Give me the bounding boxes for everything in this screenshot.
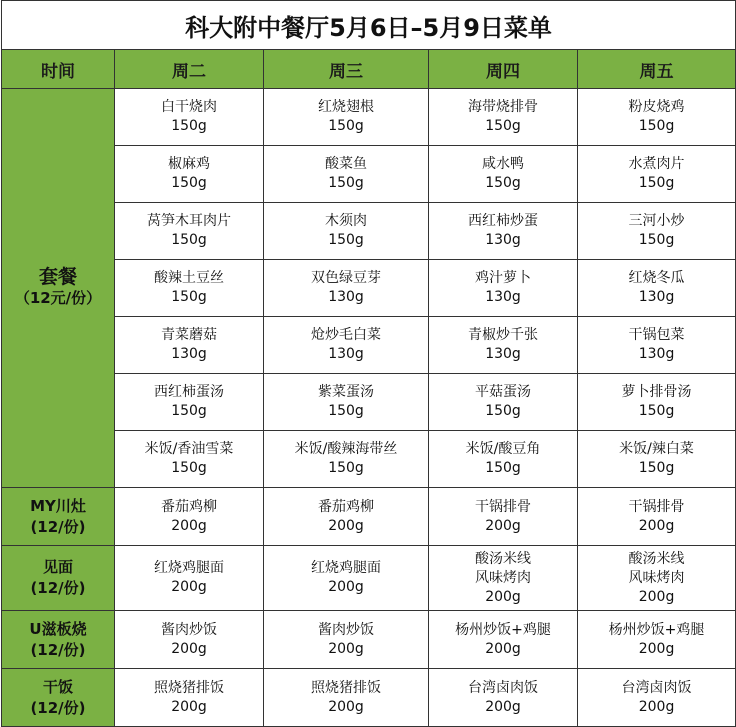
dish-name: 台湾卤肉饭	[621, 679, 692, 696]
dish-weight: 200g	[328, 698, 364, 715]
category-my-chuanzao	[2, 488, 115, 546]
dish-name: 萝卜排骨汤	[621, 384, 692, 400]
dish-name: 水煮肉片	[628, 156, 685, 172]
dish-weight: 200g	[638, 517, 675, 534]
menu-cell	[264, 374, 429, 431]
dish-name: 干锅排骨	[628, 498, 685, 515]
dish-name: 莴笋木耳肉片	[147, 213, 231, 229]
dish-weight: 150g	[171, 232, 207, 248]
category-name: 见面	[42, 558, 73, 576]
dish-name: 番茄鸡柳	[161, 498, 217, 515]
menu-cell	[264, 260, 429, 317]
dish-name: 台湾卤肉饭	[468, 679, 538, 696]
menu-cell	[429, 89, 578, 146]
menu-cell	[115, 669, 264, 727]
dish-name: 干锅排骨	[475, 498, 531, 515]
header-friday: 周五	[578, 50, 736, 89]
dish-weight: 200g	[328, 579, 364, 595]
dish-weight: 200g	[485, 698, 521, 715]
dish-weight: 150g	[328, 118, 364, 134]
dish-name: 西红柿蛋汤	[154, 384, 224, 400]
dish-weight: 200g	[171, 517, 207, 534]
menu-table	[1, 0, 736, 727]
dish-weight: 150g	[171, 175, 207, 191]
dish-name: 干锅包菜	[628, 327, 685, 343]
category-noodles	[2, 546, 115, 611]
menu-cell	[578, 431, 736, 488]
dish-weight: 130g	[485, 289, 521, 305]
category-set-meal	[2, 89, 115, 488]
dish-weight: 150g	[171, 118, 207, 134]
dish-weight: 150g	[485, 175, 521, 191]
menu-cell	[115, 611, 264, 669]
dish-weight: 200g	[638, 698, 675, 715]
category-u-zibanshao	[2, 611, 115, 669]
dish-name: 米饭/酸豆角	[465, 441, 541, 457]
category-name: MY川灶	[30, 496, 86, 515]
menu-cell	[264, 488, 429, 546]
dish-name-2: 风味烤肉	[475, 569, 531, 586]
dish-name: 红烧冬瓜	[628, 270, 685, 286]
dish-name: 青椒炒千张	[468, 327, 538, 343]
dish-weight: 130g	[638, 289, 675, 305]
dish-name: 白干烧肉	[161, 99, 217, 115]
dish-weight: 150g	[638, 403, 675, 419]
dish-weight: 130g	[485, 232, 521, 248]
header-time: 时间	[2, 50, 115, 89]
dish-weight: 130g	[328, 289, 364, 305]
header-wednesday: 周三	[264, 50, 429, 89]
dish-weight: 150g	[328, 403, 364, 419]
menu-cell	[115, 488, 264, 546]
dish-weight: 150g	[171, 460, 207, 476]
dish-name: 米饭/酸辣海带丝	[294, 441, 398, 457]
dish-weight: 150g	[485, 118, 521, 134]
menu-cell	[578, 146, 736, 203]
menu-cell	[115, 546, 264, 611]
dish-name: 酱肉炒饭	[161, 621, 217, 638]
menu-cell	[578, 203, 736, 260]
dish-name: 照烧猪排饭	[311, 679, 381, 696]
menu-cell	[429, 669, 578, 727]
menu-cell	[429, 374, 578, 431]
dish-name: 咸水鸭	[482, 156, 524, 172]
category-price: (12/份)	[30, 579, 86, 597]
dish-weight: 200g	[171, 579, 207, 595]
dish-weight: 200g	[485, 588, 521, 605]
dish-name: 紫菜蛋汤	[318, 384, 374, 400]
dish-weight: 150g	[171, 289, 207, 305]
dish-weight: 200g	[328, 640, 364, 657]
dish-weight: 130g	[171, 346, 207, 362]
dish-weight: 200g	[171, 698, 207, 715]
menu-cell	[429, 203, 578, 260]
dish-name: 红烧鸡腿面	[311, 560, 381, 576]
dish-name: 三河小炒	[628, 213, 685, 229]
category-name: 干饭	[42, 677, 73, 696]
dish-name: 酸菜鱼	[325, 156, 367, 172]
dish-name: 酸辣土豆丝	[154, 270, 224, 286]
dish-weight: 200g	[485, 640, 521, 657]
header-tuesday: 周二	[115, 50, 264, 89]
menu-cell	[264, 546, 429, 611]
menu-cell	[264, 317, 429, 374]
menu-cell	[264, 203, 429, 260]
menu-cell	[578, 611, 736, 669]
menu-cell	[578, 260, 736, 317]
menu-cell	[578, 669, 736, 727]
menu-cell	[115, 260, 264, 317]
dish-name: 米饭/香油雪菜	[144, 441, 234, 457]
menu-cell	[429, 611, 578, 669]
menu-cell	[115, 203, 264, 260]
menu-title: 科大附中餐厅5月6日–5月9日菜单	[2, 1, 736, 50]
menu-cell	[264, 146, 429, 203]
menu-cell	[429, 317, 578, 374]
dish-name: 酸汤米线	[628, 550, 685, 567]
dish-name: 海带烧排骨	[468, 99, 538, 115]
dish-weight: 150g	[328, 175, 364, 191]
header-row	[2, 50, 736, 89]
dish-weight: 130g	[328, 346, 364, 362]
menu-cell	[578, 317, 736, 374]
dish-weight: 150g	[328, 460, 364, 476]
menu-cell	[429, 488, 578, 546]
dish-weight: 130g	[638, 346, 675, 362]
dish-name: 青菜蘑菇	[161, 327, 217, 343]
menu-cell	[578, 89, 736, 146]
dish-weight: 200g	[638, 640, 675, 657]
dish-name-2: 风味烤肉	[628, 569, 685, 586]
dish-weight: 150g	[485, 460, 521, 476]
header-thursday: 周四	[429, 50, 578, 89]
dish-name: 杨州炒饭+鸡腿	[455, 621, 551, 638]
menu-cell	[578, 488, 736, 546]
dish-name: 平菇蛋汤	[475, 384, 531, 400]
dish-weight: 150g	[485, 403, 521, 419]
menu-cell	[115, 146, 264, 203]
menu-cell	[264, 431, 429, 488]
dish-name: 红烧翅根	[318, 99, 374, 115]
menu-cell	[264, 89, 429, 146]
menu-cell	[429, 546, 578, 611]
dish-name: 杨州炒饭+鸡腿	[608, 621, 705, 638]
menu-cell	[578, 546, 736, 611]
menu-cell	[115, 374, 264, 431]
dish-name: 椒麻鸡	[168, 156, 210, 172]
dish-weight: 200g	[171, 640, 207, 657]
dish-weight: 150g	[638, 460, 675, 476]
menu-cell	[429, 260, 578, 317]
dish-name: 木须肉	[325, 213, 367, 229]
dish-name: 照烧猪排饭	[154, 679, 224, 696]
dish-weight: 150g	[328, 232, 364, 248]
category-name: 套餐	[38, 266, 77, 288]
dish-weight: 150g	[638, 232, 675, 248]
dish-name: 炝炒毛白菜	[311, 327, 381, 343]
category-price: （12元/份）	[14, 289, 102, 307]
dish-name: 西红柿炒蛋	[468, 213, 538, 229]
menu-cell	[115, 431, 264, 488]
menu-cell	[429, 431, 578, 488]
menu-cell	[264, 669, 429, 727]
dish-weight: 150g	[638, 118, 675, 134]
category-price: (12/份)	[30, 698, 86, 717]
dish-name: 粉皮烧鸡	[628, 99, 685, 115]
dish-weight: 150g	[171, 403, 207, 419]
dish-name: 米饭/辣白菜	[619, 441, 694, 457]
dish-weight: 200g	[328, 517, 364, 534]
menu-cell	[429, 146, 578, 203]
category-name: U滋板烧	[29, 619, 87, 638]
category-dry-rice	[2, 669, 115, 727]
category-price: (12/份)	[30, 517, 86, 536]
dish-weight: 200g	[638, 588, 675, 605]
dish-weight: 200g	[485, 517, 521, 534]
dish-name: 酱肉炒饭	[318, 621, 374, 638]
dish-weight: 150g	[638, 175, 675, 191]
category-price: (12/份)	[30, 640, 86, 659]
dish-weight: 130g	[485, 346, 521, 362]
dish-name: 红烧鸡腿面	[154, 560, 224, 576]
menu-cell	[264, 611, 429, 669]
menu-cell	[578, 374, 736, 431]
dish-name: 双色绿豆芽	[311, 270, 381, 286]
dish-name: 鸡汁萝卜	[475, 270, 531, 286]
menu-cell	[115, 317, 264, 374]
menu-cell	[115, 89, 264, 146]
dish-name: 酸汤米线	[475, 550, 531, 567]
dish-name: 番茄鸡柳	[318, 498, 374, 515]
